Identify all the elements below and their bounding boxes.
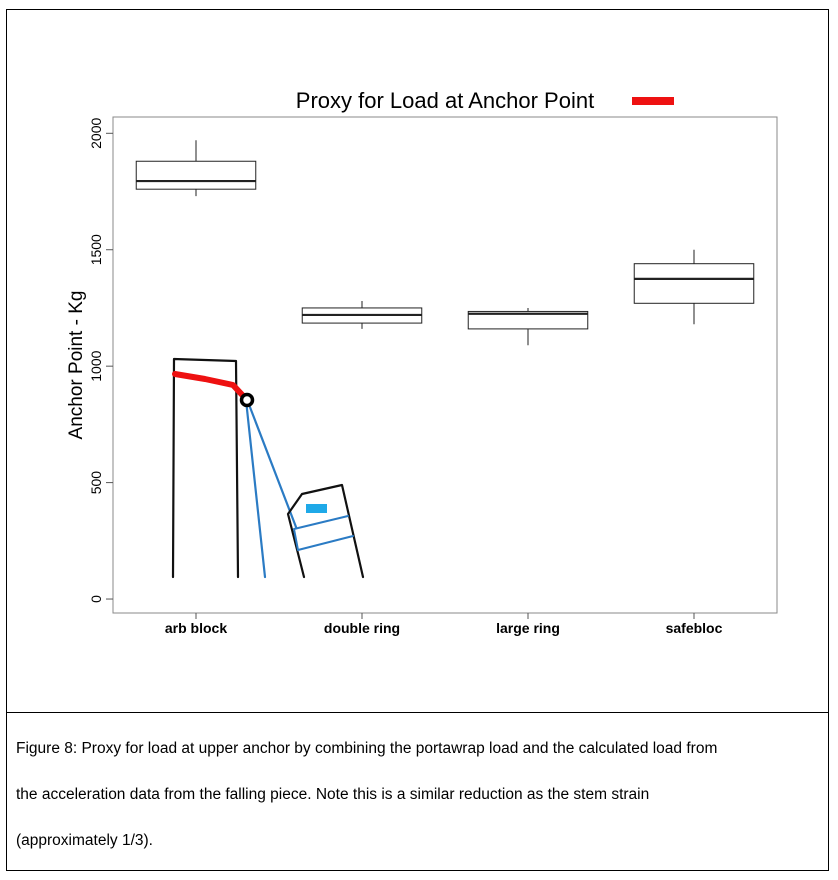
y-axis-label: Anchor Point - Kg [66, 290, 87, 440]
rope-line [246, 400, 265, 577]
legend-swatch [632, 97, 674, 105]
x-axis-labels [165, 613, 723, 636]
y-tick-label: 500 [88, 470, 104, 495]
x-tick-label: double ring [323, 620, 401, 636]
y-tick-label: 1000 [88, 350, 104, 382]
box-arb-block [136, 140, 256, 196]
sling-line [294, 516, 353, 550]
pulley-icon [242, 395, 253, 406]
caption-line: Figure 8: Proxy for load at upper anchor by combining the portawrap load and the calculated load from [16, 740, 718, 757]
chart-title: Proxy for Load at Anchor Point [295, 88, 595, 113]
box-double-ring [302, 301, 422, 329]
box-iqr [136, 161, 256, 189]
caption-divider [6, 712, 829, 713]
boxes-group [136, 140, 754, 345]
x-tick-label: safebloc [665, 620, 723, 636]
rigging-sketch [173, 359, 363, 577]
rope-line [248, 402, 296, 527]
y-tick-label: 0 [88, 595, 104, 603]
box-large-ring [468, 308, 588, 345]
y-tick-label: 1500 [88, 234, 104, 266]
box-safebloc [634, 250, 754, 325]
y-tick-label: 2000 [88, 117, 104, 149]
falling-piece-outline [288, 485, 363, 577]
load-cell-marker [306, 504, 327, 513]
x-tick-label: arb block [164, 620, 228, 636]
box-iqr [634, 264, 754, 304]
caption-line: the acceleration data from the falling piece. Note this is a similar reduction as the stem strain [16, 786, 650, 803]
figure-caption [16, 726, 816, 864]
x-tick-label: large ring [496, 620, 560, 636]
y-axis-ticks [88, 118, 113, 603]
caption-line: (approximately 1/3). [16, 832, 153, 849]
tree-stem-outline [173, 359, 238, 577]
plot-area [113, 117, 777, 613]
